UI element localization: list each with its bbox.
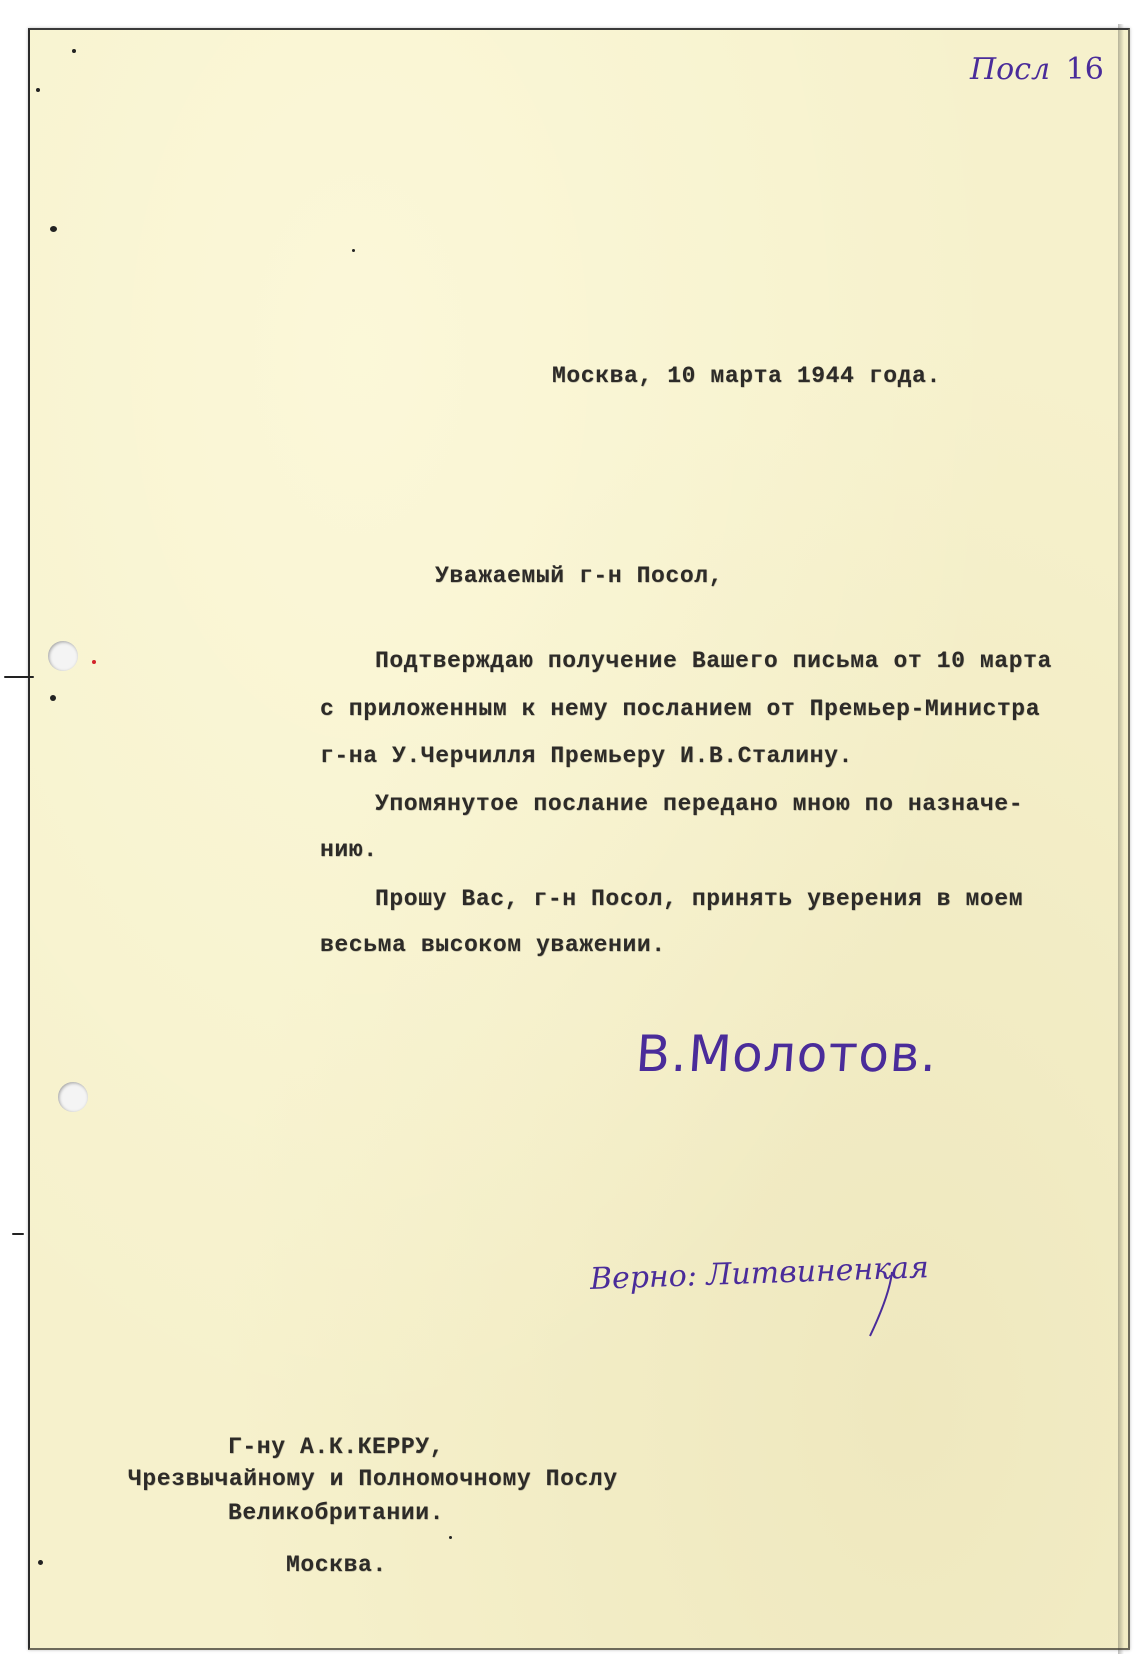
place-date: Москва, 10 марта 1944 года. bbox=[552, 363, 941, 389]
body-line: Упомянутое послание передано мною по назначе- bbox=[375, 791, 1024, 817]
binder-mark bbox=[4, 676, 34, 678]
binder-mark bbox=[36, 88, 40, 92]
binder-mark bbox=[50, 695, 56, 701]
addressee-name: Г-ну А.К.КЕРРУ, bbox=[228, 1434, 445, 1460]
body-line: Прошу Вас, г-н Посол, принять уверения в моем bbox=[375, 886, 1024, 912]
body-line: с приложенным к нему посланием от Премьер-Министра bbox=[320, 696, 1041, 722]
body-line: г-на У.Черчилля Премьеру И.В.Сталину. bbox=[320, 743, 853, 769]
archive-mark-number: 16 bbox=[1065, 52, 1104, 87]
letter-page bbox=[28, 28, 1130, 1650]
signature: В.Молотов. bbox=[633, 1025, 940, 1083]
addressee-country: Великобритании. bbox=[228, 1500, 445, 1526]
binder-mark bbox=[38, 1560, 43, 1565]
red-ink-speck bbox=[92, 660, 96, 664]
addressee-title: Чрезвычайному и Полномочному Послу bbox=[128, 1466, 618, 1492]
salutation: Уважаемый г-н Посол, bbox=[435, 563, 724, 589]
addressee-city: Москва. bbox=[286, 1552, 387, 1578]
binder-mark bbox=[12, 1233, 24, 1235]
page-edge-shadow bbox=[1118, 24, 1124, 1654]
binder-mark bbox=[50, 226, 57, 232]
body-line: весьма высоком уважении. bbox=[320, 932, 666, 958]
body-line: Подтверждаю получение Вашего письма от 10 марта bbox=[375, 648, 1052, 674]
punch-hole-bottom bbox=[58, 1082, 88, 1112]
archive-mark-prefix: Посл bbox=[970, 52, 1051, 87]
certification-note: Верно: Литвиненкая bbox=[589, 1250, 930, 1297]
paper-speck bbox=[449, 1536, 452, 1539]
paper-speck bbox=[72, 49, 76, 53]
certification-flourish bbox=[860, 1270, 900, 1340]
archive-mark bbox=[970, 52, 1104, 87]
body-line: нию. bbox=[320, 837, 378, 863]
punch-hole-top bbox=[48, 641, 78, 671]
paper-speck bbox=[352, 249, 355, 252]
